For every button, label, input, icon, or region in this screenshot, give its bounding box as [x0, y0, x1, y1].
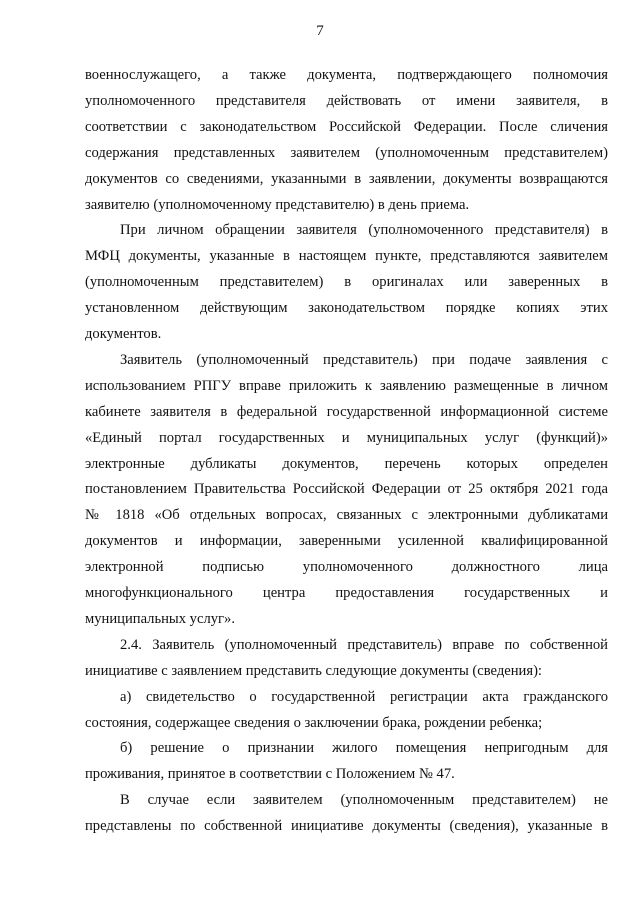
- text-line: заявителю (уполномоченному представителю) в день приема.: [85, 196, 470, 213]
- text-line: а) свидетельство о государственной регистрации акта гражданского: [120, 688, 608, 705]
- text-line: № 1818 «Об отдельных вопросах, связанных с электронными дубликатами: [85, 507, 608, 524]
- text-line: документов и информации, заверенными усиленной квалифицированной: [85, 533, 608, 550]
- text-line: электронной подписью уполномоченного должностного лица: [85, 559, 608, 576]
- text-line: представлены по собственной инициативе документы (сведения), указанные в: [85, 818, 608, 835]
- text-line: соответствии с законодательством Российской Федерации. После сличения: [85, 118, 608, 135]
- text-line: состояния, содержащее сведения о заключении брака, рождении ребенка;: [85, 714, 543, 731]
- text-line: военнослужащего, а также документа, подтверждающего полномочия: [85, 67, 608, 83]
- text-line: уполномоченного представителя действовать от имени заявителя, в: [85, 92, 608, 109]
- text-line: В случае если заявителем (уполномоченным представителем) не: [120, 792, 608, 809]
- text-line: многофункционального центра предоставления государственных и: [85, 585, 608, 601]
- text-line: постановлением Правительства Российской Федерации от 25 октября 2021 года: [85, 481, 608, 498]
- text-line: 2.4. Заявитель (уполномоченный представитель) вправе по собственной: [120, 636, 608, 653]
- text-line: использованием РПГУ вправе приложить к заявлению размещенные в личном: [85, 377, 608, 394]
- text-line: кабинете заявителя в федеральной государственной информационной системе: [85, 403, 608, 420]
- text-line: документов со сведениями, указанными в заявлении, документы возвращаются: [85, 170, 608, 187]
- text-line: документов.: [85, 326, 162, 342]
- text-line: установленном действующим законодательством порядке копиях этих: [85, 300, 608, 317]
- text-line: «Единый портал государственных и муниципальных услуг (функций)»: [85, 429, 608, 446]
- text-line: МФЦ документы, указанные в настоящем пункте, представляются заявителем: [85, 248, 608, 265]
- text-line: б) решение о признании жилого помещения непригодным для: [120, 740, 608, 757]
- page-number: 7: [316, 23, 324, 39]
- text-line: содержания представленных заявителем (уполномоченным представителем): [85, 144, 608, 161]
- text-line: Заявитель (уполномоченный представитель) при подаче заявления с: [120, 351, 608, 368]
- text-line: муниципальных услуг».: [85, 610, 235, 627]
- text-line: электронные дубликаты документов, перечень которых определен: [85, 455, 608, 472]
- text-line: проживания, принятое в соответствии с Положением № 47.: [85, 766, 455, 783]
- text-line: инициативе с заявлением представить следующие документы (сведения):: [85, 662, 542, 679]
- text-line: (уполномоченным представителем) в оригиналах или заверенных в: [85, 274, 608, 291]
- text-line: При личном обращении заявителя (уполномоченного представителя) в: [120, 222, 608, 239]
